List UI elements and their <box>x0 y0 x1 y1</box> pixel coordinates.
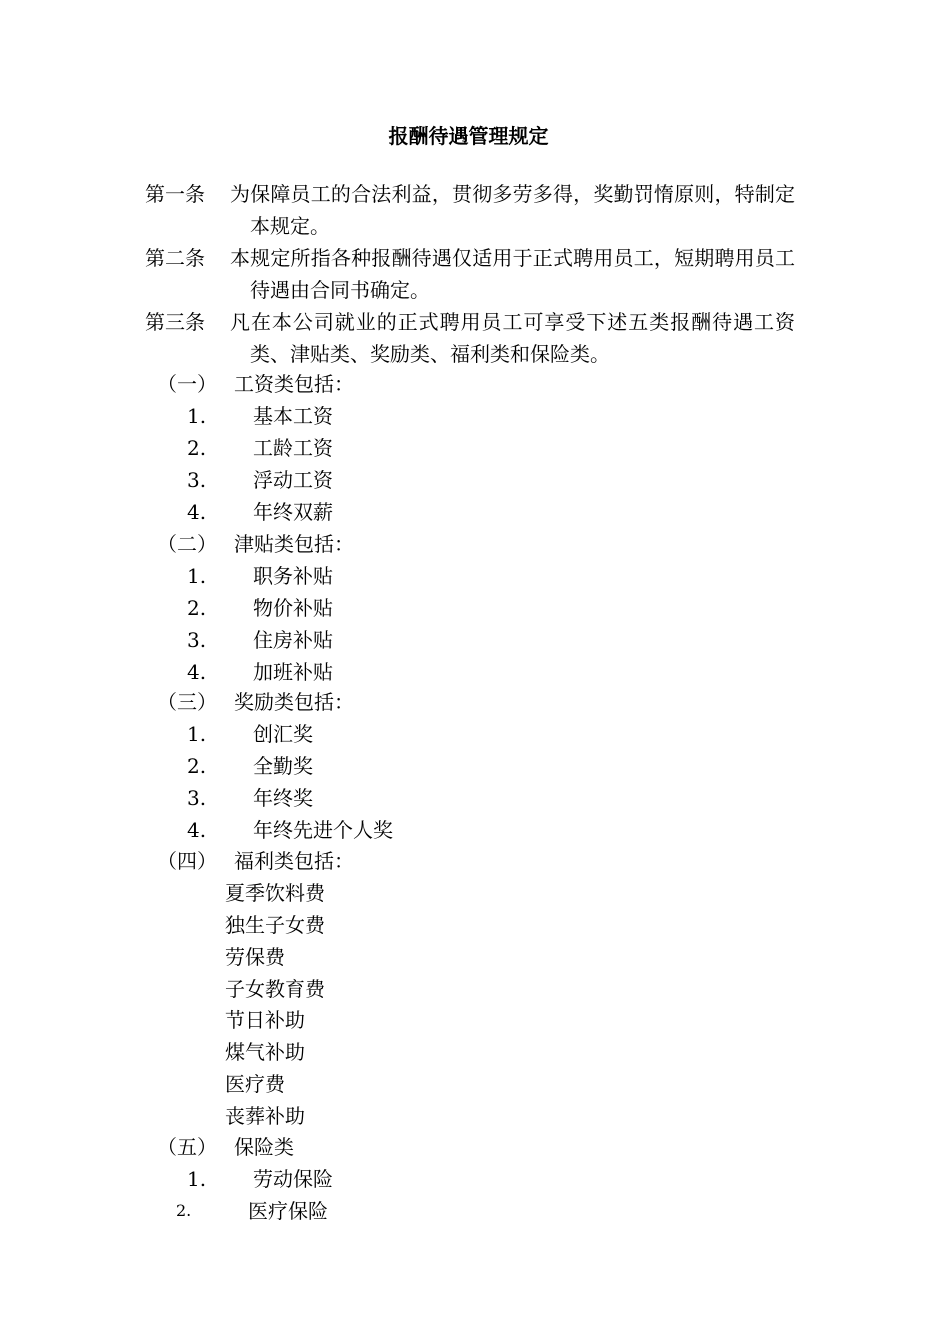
article-1 <box>145 178 795 242</box>
section-label: （三） <box>157 690 217 714</box>
list-item: 年终奖 <box>253 786 313 810</box>
article-label: 第三条 <box>145 310 205 334</box>
list-item: 劳保费 <box>225 945 285 969</box>
list-item: 加班补贴 <box>253 660 333 684</box>
list-item-number: 1. <box>187 404 207 428</box>
list-item: 节日补助 <box>225 1008 305 1032</box>
list-item-number: 3. <box>187 786 207 810</box>
list-item: 工龄工资 <box>253 436 333 460</box>
list-item: 创汇奖 <box>253 722 313 746</box>
article-text: 本规定所指各种报酬待遇仅适用于正式聘用员工，短期聘用员工待遇由合同书确定。 <box>230 246 795 302</box>
section-heading: 奖励类包括： <box>234 690 354 714</box>
list-item-number: 1. <box>187 722 207 746</box>
article-2 <box>145 242 795 306</box>
list-item: 基本工资 <box>253 404 333 428</box>
list-item-number: 1. <box>187 564 207 588</box>
list-item-number: 2. <box>187 436 207 460</box>
list-item: 职务补贴 <box>253 564 333 588</box>
list-item: 丧葬补助 <box>225 1104 305 1128</box>
list-item-number: 3. <box>187 468 207 492</box>
section-label: （一） <box>157 372 217 396</box>
list-item: 劳动保险 <box>253 1167 333 1191</box>
list-item-number: 2. <box>187 596 207 620</box>
section-heading: 保险类 <box>234 1135 294 1159</box>
list-item-number: 2. <box>187 754 207 778</box>
section-heading: 津贴类包括： <box>234 532 354 556</box>
article-label: 第一条 <box>145 182 205 206</box>
list-item: 煤气补助 <box>225 1040 305 1064</box>
section-label: （二） <box>157 532 217 556</box>
section-label: （四） <box>157 849 217 873</box>
list-item-number: 4. <box>187 660 207 684</box>
list-item: 子女教育费 <box>225 977 325 1001</box>
list-item: 年终先进个人奖 <box>253 818 393 842</box>
list-item: 浮动工资 <box>253 468 333 492</box>
article-3 <box>145 306 795 370</box>
list-item: 物价补贴 <box>253 596 333 620</box>
section-label: （五） <box>157 1135 217 1159</box>
article-text: 凡在本公司就业的正式聘用员工可享受下述五类报酬待遇工资类、津贴类、奖励类、福利类和保险类。 <box>230 310 795 366</box>
list-item-number: 4. <box>187 818 207 842</box>
article-text: 为保障员工的合法利益，贯彻多劳多得，奖勤罚惰原则，特制定本规定。 <box>230 182 795 238</box>
list-item: 住房补贴 <box>253 628 333 652</box>
list-item: 夏季饮料费 <box>225 881 325 905</box>
list-item-number: 2. <box>176 1201 192 1220</box>
article-label: 第二条 <box>145 246 205 270</box>
list-item-number: 1. <box>187 1167 207 1191</box>
list-item: 医疗保险 <box>248 1199 328 1223</box>
list-item: 年终双薪 <box>253 500 333 524</box>
document-title: 报酬待遇管理规定 <box>388 124 549 148</box>
section-heading: 工资类包括： <box>234 372 354 396</box>
list-item-number: 3. <box>187 628 207 652</box>
list-item: 医疗费 <box>225 1072 285 1096</box>
list-item: 全勤奖 <box>253 754 313 778</box>
section-heading: 福利类包括： <box>234 849 354 873</box>
list-item-number: 4. <box>187 500 207 524</box>
list-item: 独生子女费 <box>225 913 325 937</box>
